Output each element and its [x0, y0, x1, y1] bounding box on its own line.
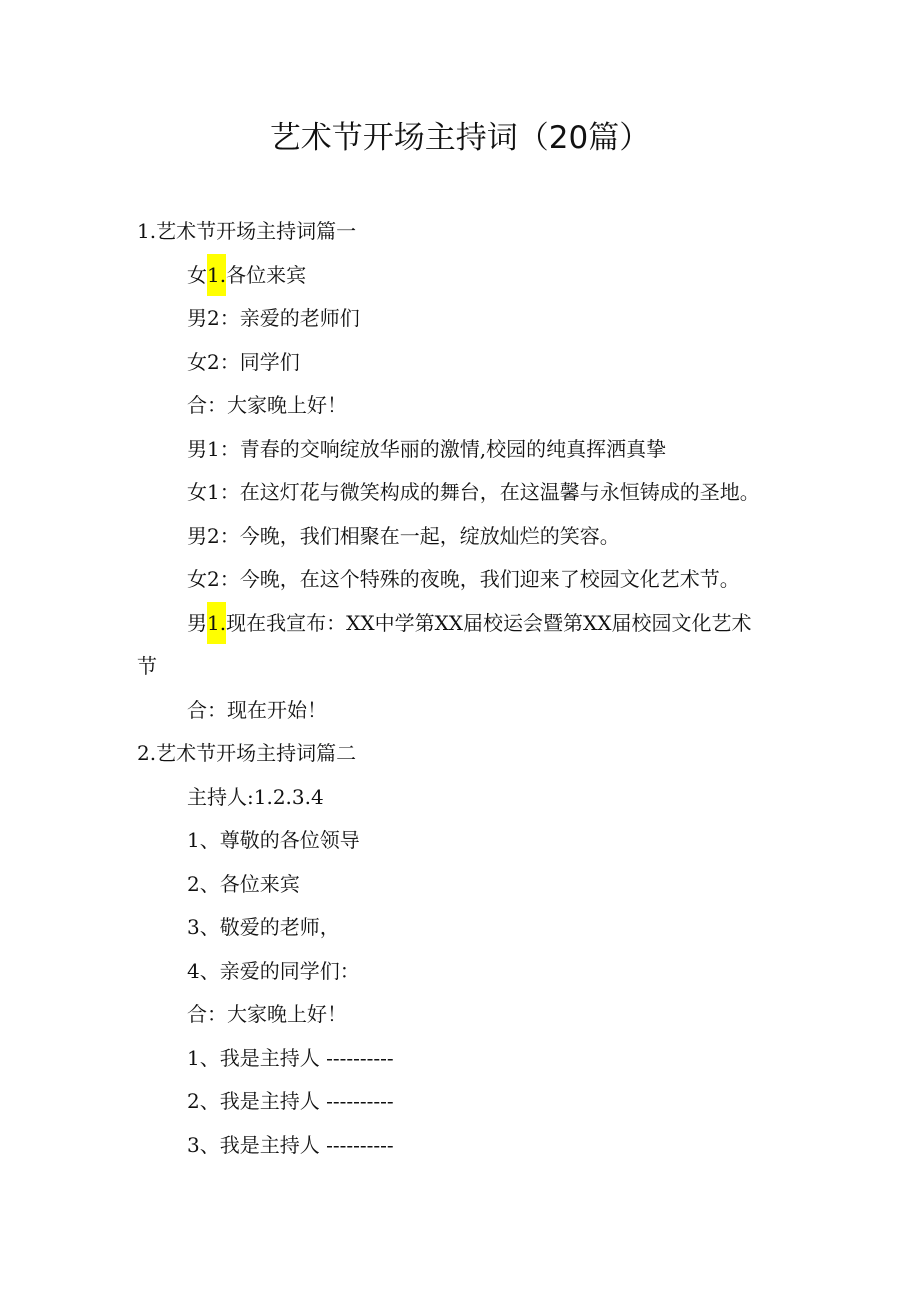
script-line: [0, 254, 920, 298]
script-line: 1、我是主持人 ----------: [187, 1045, 394, 1070]
script-line: 4、亲爱的同学们：: [187, 958, 360, 983]
script-line: 主持人:1.2.3.4: [187, 784, 324, 809]
highlighted-text: 1.: [207, 254, 226, 296]
script-line: 2、我是主持人 ----------: [187, 1089, 394, 1113]
script-line: [0, 602, 920, 646]
script-line: 1、尊敬的各位领导: [187, 828, 360, 852]
document-body: [0, 210, 920, 1167]
script-line: 3、敬爱的老师，: [187, 915, 340, 939]
document-title: 艺术节开场主持词（20篇）: [269, 120, 651, 156]
script-line: 合：大家晚上好！: [187, 1002, 347, 1026]
script-line: 3、我是主持人 ----------: [187, 1132, 394, 1157]
script-line: 合：大家晚上好！: [187, 393, 347, 417]
line-text: 各位来宾: [226, 262, 307, 287]
section-heading: 1.艺术节开场主持词篇一: [137, 219, 357, 243]
script-line-continuation: 节: [137, 654, 157, 678]
script-line: 男2：亲爱的老师们: [187, 306, 360, 330]
section-heading: 2.艺术节开场主持词篇二: [137, 741, 357, 765]
script-line: 合：现在开始！: [187, 697, 327, 722]
script-line: 2、各位来宾: [187, 871, 300, 896]
speaker-label: 女: [187, 262, 207, 287]
line-text: 现在我宣布：XX中学第XX届校运会暨第XX届校园文化艺术: [226, 610, 752, 635]
script-line: 女2：同学们: [187, 349, 300, 374]
speaker-label: 男: [187, 610, 207, 635]
highlighted-text: 1.: [207, 602, 226, 644]
script-line: 男2：今晚，我们相聚在一起，绽放灿烂的笑容。: [187, 523, 620, 548]
script-line: 男1：青春的交响绽放华丽的激情,校园的纯真挥洒真挚: [187, 436, 667, 461]
script-line: 女2：今晚，在这个特殊的夜晚，我们迎来了校园文化艺术节。: [187, 567, 740, 591]
script-line: 女1：在这灯花与微笑构成的舞台，在这温馨与永恒铸成的圣地。: [187, 480, 760, 504]
